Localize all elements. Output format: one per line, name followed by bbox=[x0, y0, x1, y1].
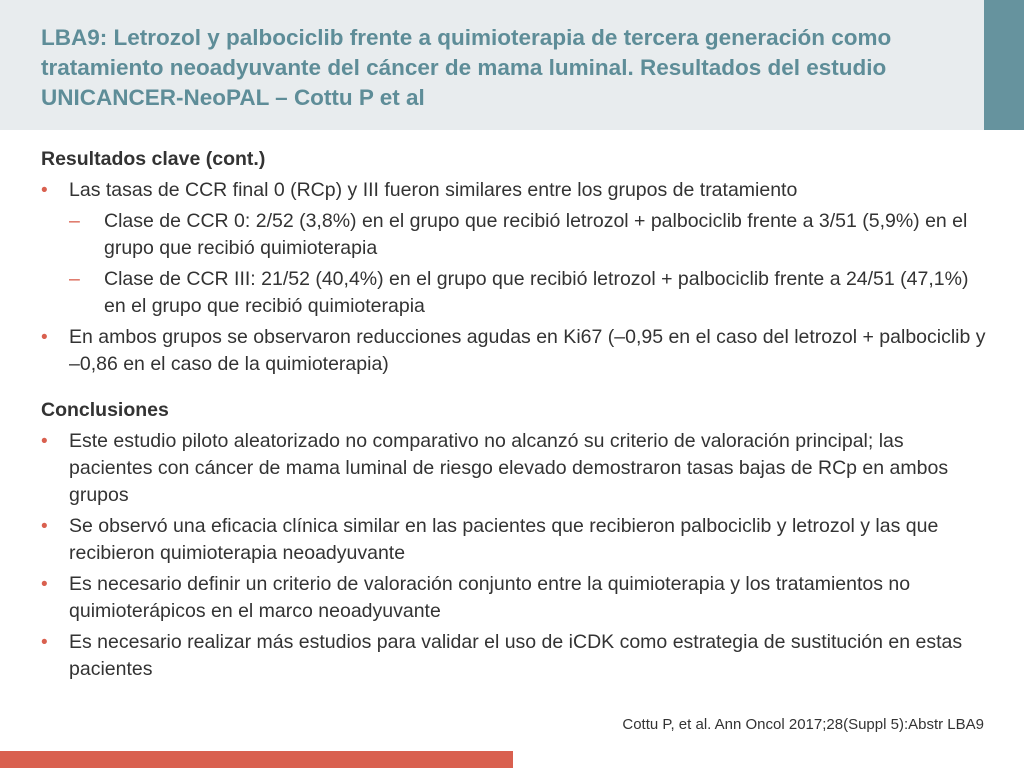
dash-icon: – bbox=[69, 210, 80, 232]
section-heading-conclusions: Conclusiones bbox=[41, 399, 169, 421]
header-accent-bar bbox=[984, 0, 1024, 130]
sub-bullet-list bbox=[69, 208, 991, 320]
bullet-dot-icon: • bbox=[41, 632, 48, 653]
sub-bullet-text: Clase de CCR 0: 2/52 (3,8%) en el grupo que recibió letrozol + palbociclib frente a 3/51 (5,9%) en el grupo que recibió quimioterapia bbox=[104, 210, 968, 259]
bullet-text: Es necesario definir un criterio de valoración conjunto entre la quimioterapia y los tratamientos no quimioterápicos en el marco neoadyuvante bbox=[69, 573, 911, 622]
bullet-dot-icon: • bbox=[41, 180, 48, 201]
results-bullet bbox=[41, 177, 991, 320]
conclusions-bullet-list bbox=[41, 428, 991, 683]
bullet-text: Es necesario realizar más estudios para validar el uso de iCDK como estrategia de sustitución en estas pacientes bbox=[69, 631, 963, 680]
sub-bullet-text: Clase de CCR III: 21/52 (40,4%) en el grupo que recibió letrozol + palbociclib frente a 24/51 (47,1%) en el grupo que recibió quimioterapia bbox=[104, 268, 969, 317]
results-bullet bbox=[41, 324, 991, 378]
bullet-dot-icon: • bbox=[41, 431, 48, 452]
dash-icon: – bbox=[69, 268, 80, 290]
results-bullet-list bbox=[41, 177, 991, 378]
bullet-text: Se observó una eficacia clínica similar en las pacientes que recibieron palbociclib y letrozol y las que recibieron quimioterapia neoadyuvante bbox=[69, 515, 939, 564]
sub-bullet bbox=[69, 208, 991, 262]
slide-content bbox=[41, 146, 991, 683]
bullet-dot-icon: • bbox=[41, 327, 48, 348]
bullet-text: En ambos grupos se observaron reducciones agudas en Ki67 (–0,95 en el caso del letrozol + palbociclib y –0,86 en el caso de la quimioterapia) bbox=[69, 326, 986, 375]
footer-accent-bar bbox=[0, 751, 513, 768]
slide-title: LBA9: Letrozol y palbociclib frente a quimioterapia de tercera generación como tratamiento neoadyuvante del cáncer de mama luminal. Resultados del estudio UNICANCER-NeoPAL – Cottu P et al bbox=[41, 25, 892, 110]
bullet-text: Este estudio piloto aleatorizado no comparativo no alcanzó su criterio de valoración principal; las pacientes con cáncer de mama luminal de riesgo elevado demostraron tasas bajas de RCp en ambos grupos bbox=[69, 430, 949, 506]
sub-bullet bbox=[69, 266, 991, 320]
conclusion-bullet bbox=[41, 428, 991, 509]
conclusion-bullet bbox=[41, 571, 991, 625]
conclusion-bullet bbox=[41, 629, 991, 683]
bullet-dot-icon: • bbox=[41, 516, 48, 537]
reference-citation: Cottu P, et al. Ann Oncol 2017;28(Suppl 5):Abstr LBA9 bbox=[622, 716, 984, 733]
bullet-dot-icon: • bbox=[41, 574, 48, 595]
section-heading-results: Resultados clave (cont.) bbox=[41, 148, 266, 170]
bullet-text: Las tasas de CCR final 0 (RCp) y III fueron similares entre los grupos de tratamiento bbox=[69, 179, 798, 201]
conclusion-bullet bbox=[41, 513, 991, 567]
